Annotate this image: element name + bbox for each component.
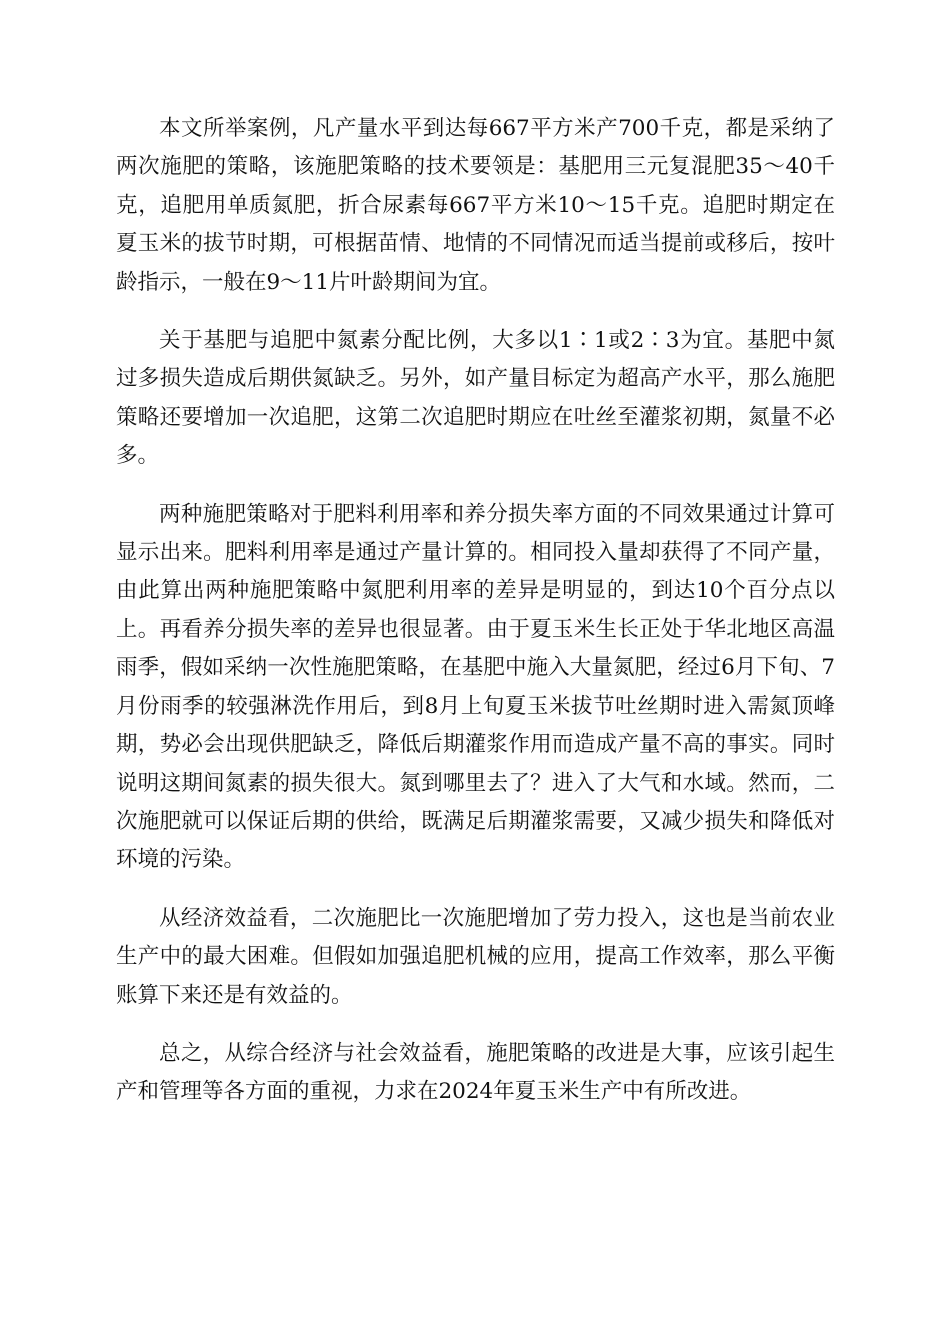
- paragraph-3: 两种施肥策略对于肥料利用率和养分损失率方面的不同效果通过计算可显示出来。肥料利用率是通过产量计算的。相同投入量却获得了不同产量，由此算出两种施肥策略中氮肥利用率的差异是明显的，到达10个百分点以上。再看养分损失率的差异也很显著。由于夏玉米生长正处于华北地区高温雨季，假如采纳一次性施肥策略，在基肥中施入大量氮肥，经过6月下旬、7月份雨季的较强淋洗作用后，到8月上旬夏玉米拔节吐丝期时进入需氮顶峰期，势必会出现供肥缺乏，降低后期灌浆作用而造成产量不高的事实。同时说明这期间氮素的损失很大。氮到哪里去了？进入了大气和水域。然而，二次施肥就可以保证后期的供给，既满足后期灌浆需要，又减少损失和降低对环境的污染。: [116, 501, 835, 873]
- paragraph-4: 从经济效益看，二次施肥比一次施肥增加了劳力投入，这也是当前农业生产中的最大困难。但假如加强追肥机械的应用，提高工作效率，那么平衡账算下来还是有效益的。: [116, 905, 835, 1008]
- document-body: [116, 110, 835, 1132]
- paragraph-5: 总之，从综合经济与社会效益看，施肥策略的改进是大事，应该引起生产和管理等各方面的重视，力求在2024年夏玉米生产中有所改进。: [116, 1040, 835, 1105]
- paragraph-2: 关于基肥与追肥中氮素分配比例，大多以1∶1或2∶3为宜。基肥中氮过多损失造成后期供氮缺乏。另外，如产量目标定为超高产水平，那么施肥策略还要增加一次追肥，这第二次追肥时期应在吐丝至灌浆初期，氮量不必多。: [116, 328, 835, 469]
- paragraph-1: 本文所举案例，凡产量水平到达每667平方米产700千克，都是采纳了两次施肥的策略，该施肥策略的技术要领是：基肥用三元复混肥35～40千克，追肥用单质氮肥，折合尿素每667平方米10～15千克。追肥时期定在夏玉米的拔节时期，可根据苗情、地情的不同情况而适当提前或移后，按叶龄指示，一般在9～11片叶龄期间为宜。: [116, 116, 835, 295]
